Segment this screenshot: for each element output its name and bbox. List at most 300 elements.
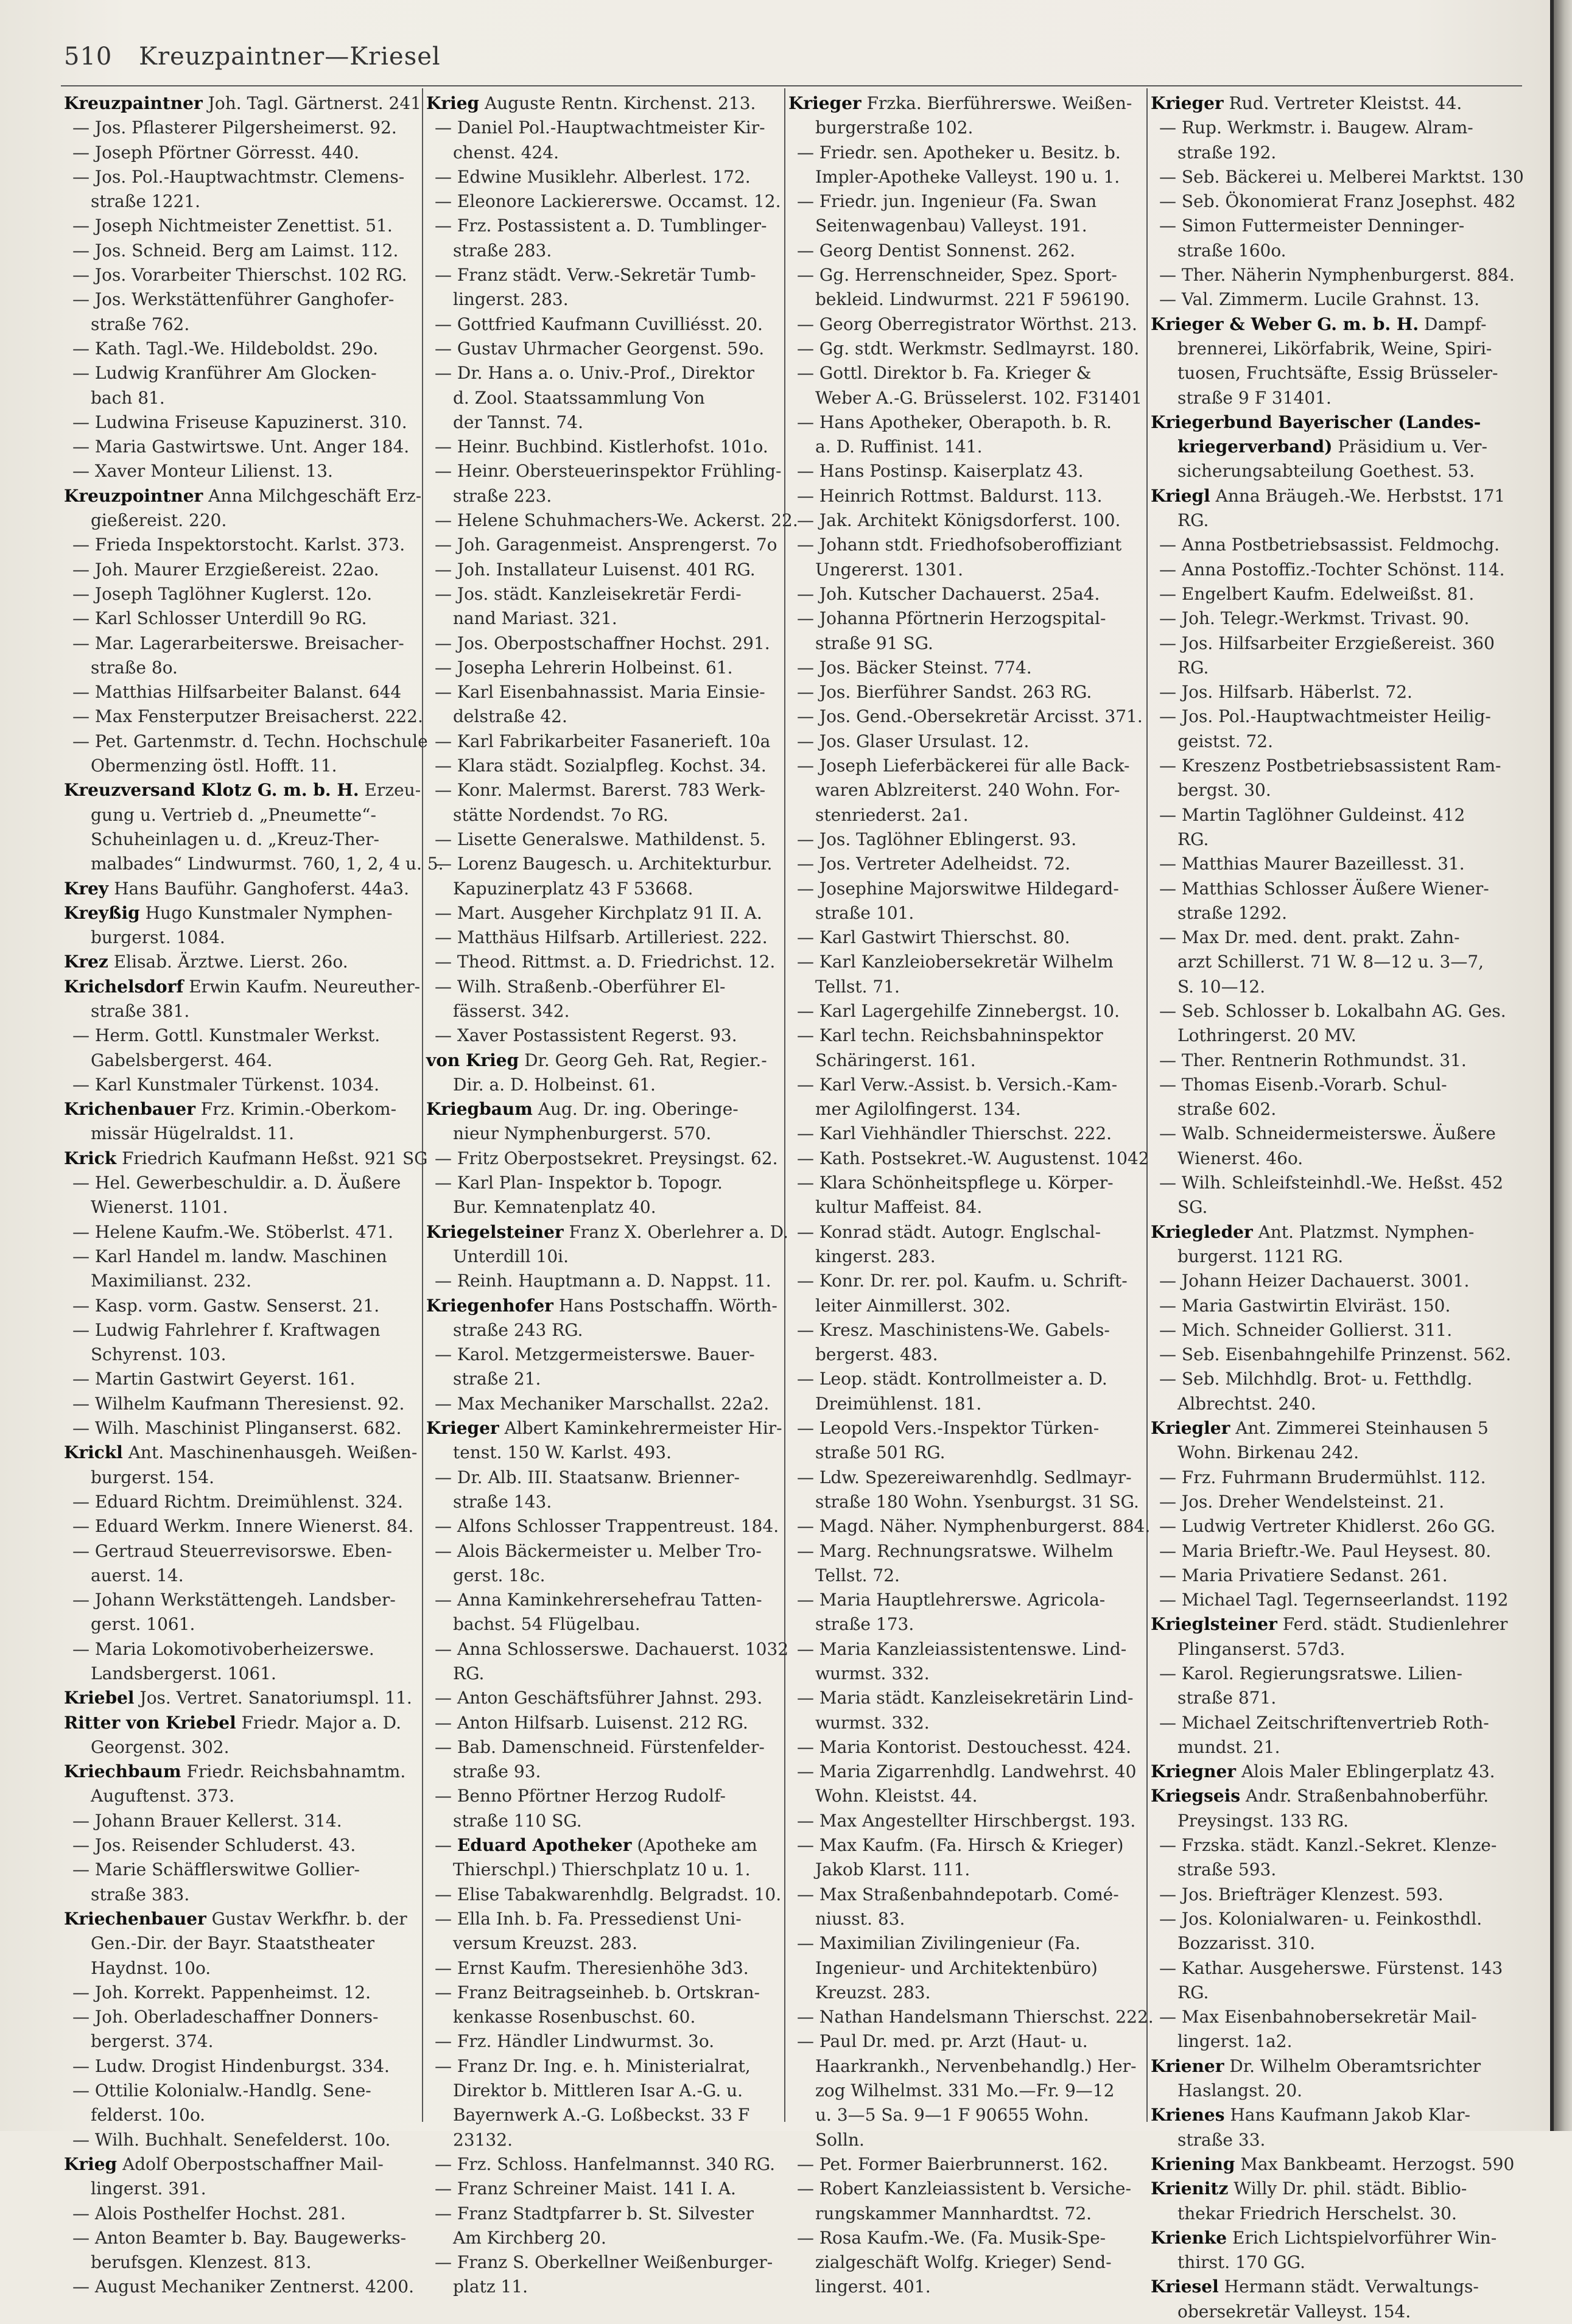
- entry-text: Ernst Kaufm. Theresienhöhe 3d3.: [457, 1957, 749, 1978]
- directory-entry-head: [1151, 1220, 1516, 1244]
- directory-entry-line: [64, 1416, 417, 1441]
- directory-entry-head: [426, 1097, 791, 1122]
- entry-text: Gg. Herrenschneider, Spez. Sport-: [819, 265, 1117, 286]
- entry-surname: Kriechbaum: [64, 1761, 181, 1782]
- directory-entry-line: [426, 484, 791, 508]
- directory-entry-line: [1151, 435, 1516, 459]
- entry-text: Frz. Fuhrmann Brudermühlst. 112.: [1181, 1467, 1486, 1487]
- directory-entry-line: [1151, 558, 1516, 582]
- directory-entry-line: [426, 116, 791, 140]
- directory-entry-line: [788, 2005, 1154, 2029]
- directory-entry-line: [1151, 877, 1516, 901]
- directory-entry-line: [788, 729, 1145, 754]
- entry-text: RG.: [1177, 510, 1209, 531]
- directory-entry-line: [426, 1686, 791, 1710]
- directory-entry-line: [788, 1907, 1145, 1931]
- directory-entry-line: [426, 337, 791, 361]
- entry-text: Jos. Reisender Schluderst. 43.: [94, 1835, 356, 1856]
- directory-entry-line: [426, 2275, 791, 2299]
- directory-entry-line: [788, 1539, 1145, 1564]
- entry-text: Josepha Lehrerin Holbeinst. 61.: [457, 657, 733, 678]
- directory-entry-head: [64, 1907, 417, 1931]
- directory-entry-line: [1151, 2202, 1516, 2226]
- directory-entry-line: [426, 1539, 791, 1564]
- directory-entry-line: [426, 1490, 791, 1514]
- directory-entry-line: [788, 1392, 1145, 1416]
- directory-entry-line: [1151, 1514, 1516, 1539]
- entry-text: Seitenwagenbau) Valleyst. 191.: [815, 216, 1087, 236]
- entry-text: Leopold Vers.-Inspektor Türken-: [819, 1418, 1100, 1439]
- entry-text: RG.: [1177, 829, 1209, 849]
- directory-entry-line: [1151, 729, 1516, 754]
- entry-text: burgerst. 154.: [91, 1467, 214, 1487]
- entry-text: Anton Hilfsarb. Luisenst. 212 RG.: [457, 1712, 748, 1733]
- directory-entry-line: [64, 1220, 417, 1244]
- directory-entry-line: [426, 459, 791, 483]
- directory-entry-line: [1151, 704, 1516, 729]
- directory-entry-line: [426, 803, 791, 827]
- entry-surname: Kriegseis: [1151, 1786, 1241, 1806]
- directory-entry-line: [788, 1220, 1145, 1244]
- entry-text: Friedr. Major a. D.: [236, 1712, 402, 1733]
- entry-text: Direktor b. Mittleren Isar A.-G. u.: [453, 2080, 743, 2101]
- directory-entry-line: [64, 116, 417, 140]
- entry-text: Jos. Kolonialwaren- u. Feinkosthdl.: [1181, 1908, 1483, 1929]
- directory-entry-line: [788, 680, 1145, 704]
- entry-surname: Krichelsdorf: [64, 976, 184, 997]
- entry-text: Joseph Lieferbäckerei für alle Back-: [819, 756, 1130, 776]
- entry-text: Edwine Musiklehr. Alberlest. 172.: [457, 166, 751, 187]
- directory-entry-line: [788, 1858, 1145, 1882]
- entry-text: Karl Lagergehilfe Zinnebergst. 10.: [819, 1000, 1120, 1021]
- directory-entry-head: [426, 1220, 791, 1244]
- directory-entry-line: [64, 680, 417, 704]
- entry-text: Karl Kanzleiobersekretär Wilhelm: [819, 952, 1114, 972]
- entry-text: Bur. Kemnatenplatz 40.: [453, 1197, 656, 1218]
- entry-text: Gen.-Dir. der Bayr. Staatstheater: [91, 1933, 375, 1954]
- directory-column-4: [1151, 91, 1524, 2322]
- directory-entry-line: [788, 2250, 1145, 2275]
- entry-text: obersekretär Valleyst. 154.: [1177, 2301, 1411, 2322]
- entry-text: Michael Tagl. Tegernseerlandst. 1192: [1181, 1590, 1509, 1610]
- entry-text: Karl Viehhändler Thierschst. 222.: [819, 1123, 1112, 1144]
- directory-entry-head: [426, 1294, 791, 1318]
- directory-entry-line: [1151, 1833, 1516, 1858]
- entry-text: Frz. Händler Lindwurmst. 3o.: [457, 2031, 715, 2052]
- directory-entry-head: [64, 1441, 417, 1465]
- entry-text: Friedr. sen. Apotheker u. Besitz. b.: [819, 142, 1121, 163]
- directory-entry-head: [64, 1686, 417, 1710]
- entry-text: burgerst. 1121 RG.: [1177, 1246, 1344, 1266]
- entry-surname: Kriegleder: [1151, 1221, 1253, 1242]
- directory-entry-line: [1151, 1318, 1516, 1343]
- entry-text: Johann Brauer Kellerst. 314.: [94, 1810, 342, 1831]
- directory-entry-line: [788, 484, 1145, 508]
- directory-entry-line: [788, 778, 1145, 802]
- entry-text: Am Kirchberg 20.: [453, 2227, 606, 2248]
- directory-entry-line: [426, 704, 791, 729]
- entry-text: Hans Postschaffn. Wörth-: [553, 1295, 777, 1316]
- directory-entry-line: [426, 165, 791, 189]
- directory-entry-line: [64, 999, 417, 1023]
- directory-entry-line: [64, 1612, 417, 1637]
- directory-entry-line: [426, 582, 791, 606]
- entry-text: Benno Pförtner Herzog Rudolf-: [457, 1786, 726, 1806]
- directory-entry-line: [426, 606, 791, 631]
- directory-entry-line: [426, 361, 791, 385]
- directory-entry-line: [788, 950, 1145, 974]
- directory-entry-line: [1151, 189, 1516, 214]
- entry-surname: Kriegner: [1151, 1761, 1237, 1782]
- entry-text: Albert Kaminkehrermeister Hir-: [499, 1418, 782, 1439]
- entry-text: Franz städt. Verw.-Sekretär Tumb-: [457, 265, 756, 286]
- entry-text: Jos. Oberpostschaffner Hochst. 291.: [457, 633, 770, 653]
- directory-entry-line: [426, 287, 791, 312]
- entry-text: Maria Privatiere Sedanst. 261.: [1181, 1565, 1448, 1585]
- entry-text: geistst. 72.: [1177, 731, 1274, 751]
- entry-surname: Krienke: [1151, 2227, 1227, 2248]
- directory-entry-line: [1151, 2005, 1516, 2029]
- directory-entry-head: [64, 877, 417, 901]
- directory-entry-line: [788, 1490, 1145, 1514]
- directory-entry-line: [788, 1122, 1145, 1146]
- directory-entry-line: [788, 582, 1145, 606]
- entry-text: Joh. Kutscher Dachauerst. 25a4.: [819, 583, 1100, 604]
- entry-text: stätte Nordendst. 7o RG.: [453, 804, 668, 825]
- directory-entry-line: [64, 2226, 417, 2250]
- entry-text: sicherungsabteilung Goethest. 53.: [1177, 461, 1475, 482]
- entry-text: Maximilianst. 232.: [91, 1271, 252, 1291]
- directory-entry-line: [64, 803, 417, 827]
- entry-text: Schuheinlagen u. d. „Kreuz-Ther-: [91, 829, 379, 849]
- entry-text: Wienerst. 46o.: [1177, 1148, 1304, 1168]
- directory-entry-line: [1151, 508, 1516, 533]
- entry-text: Preysingst. 133 RG.: [1177, 1810, 1349, 1831]
- entry-text: thekar Friedrich Herschelst. 30.: [1177, 2203, 1457, 2224]
- entry-text: Hermann städt. Verwaltungs-: [1218, 2277, 1479, 2297]
- directory-entry-head: [64, 2152, 417, 2177]
- entry-text: Ella Inh. b. Fa. Pressedienst Uni-: [457, 1908, 742, 1929]
- directory-entry-line: [1151, 1195, 1516, 1220]
- entry-text: Johann stdt. Friedhofsoberoffiziant: [819, 535, 1122, 555]
- entry-text: Theod. Rittmst. a. D. Friedrichst. 12.: [457, 952, 776, 972]
- entry-text: Kresz. Maschinistens-We. Gabels-: [819, 1319, 1110, 1340]
- entry-text: Ludwig Kranführer Am Glocken-: [94, 363, 377, 384]
- entry-text: Lisette Generalswe. Mathildenst. 5.: [457, 829, 766, 849]
- entry-text: straße 173.: [815, 1614, 914, 1635]
- entry-text: Alfons Schlosser Trappentreust. 184.: [457, 1516, 779, 1537]
- directory-entry-line: [1151, 141, 1516, 165]
- directory-entry-line: [64, 852, 444, 876]
- entry-text: Eleonore Lackiererswe. Occamst. 12.: [457, 191, 781, 212]
- entry-text: Georg Dentist Sonnenst. 262.: [819, 240, 1076, 261]
- entry-text: bekleid. Lindwurmst. 221 F 596190.: [815, 289, 1130, 310]
- entry-text: Franz Stadtpfarrer b. St. Silvester: [457, 2203, 754, 2224]
- entry-text: Dreimühlenst. 181.: [815, 1393, 982, 1414]
- directory-entry-line: [64, 1171, 417, 1195]
- entry-text: Tellst. 71.: [815, 976, 900, 997]
- entry-text: Jos. Pol.-Hauptwachtmeister Heilig-: [1181, 706, 1491, 727]
- entry-text: berufsgen. Klenzest. 813.: [91, 2252, 312, 2273]
- entry-surname: Krieger: [1151, 93, 1224, 113]
- directory-entry-line: [64, 533, 417, 557]
- entry-text: kingerst. 283.: [815, 1246, 936, 1266]
- directory-entry-head: [64, 975, 421, 999]
- directory-entry-line: [1151, 1294, 1516, 1318]
- entry-text: RG.: [1177, 1982, 1209, 2003]
- directory-entry-line: [64, 1073, 417, 1097]
- entry-text: nieur Nymphenburgerst. 570.: [453, 1123, 712, 1144]
- entry-text: Georgenst. 302.: [91, 1736, 230, 1757]
- directory-entry-line: [1151, 1539, 1516, 1564]
- directory-entry-line: [64, 656, 417, 680]
- directory-entry-line: [64, 754, 417, 778]
- entry-text: Lothringerst. 20 MV.: [1177, 1025, 1356, 1046]
- entry-text: Jos. Taglöhner Eblingerst. 93.: [819, 829, 1077, 849]
- page-range-title: Kreuzpaintner—Kriesel: [139, 43, 441, 71]
- entry-text: Willy Dr. phil. städt. Biblio-: [1228, 2178, 1467, 2199]
- entry-text: Simon Futtermeister Denninger-: [1181, 216, 1465, 236]
- entry-text: Friedr. Reichsbahnamtm.: [181, 1761, 406, 1782]
- directory-entry-line: [64, 1833, 417, 1858]
- directory-entry-line: [426, 239, 791, 263]
- directory-entry-line: [64, 704, 423, 729]
- entry-text: bergst. 30.: [1177, 780, 1271, 801]
- entry-text: Präsidium u. Ver-: [1332, 437, 1487, 457]
- entry-text: Johann Werkstättengeh. Landsber-: [94, 1590, 396, 1610]
- entry-text: Xaver Postassistent Regerst. 93.: [457, 1025, 737, 1046]
- directory-entry-line: [64, 410, 417, 435]
- entry-text: Maria Kontorist. Destouchesst. 424.: [819, 1736, 1132, 1757]
- directory-entry-line: [1151, 1441, 1516, 1465]
- entry-text: Mart. Ausgeher Kirchplatz 91 II. A.: [457, 902, 762, 923]
- entry-text: Frz. Schloss. Hanfelmannst. 340 RG.: [457, 2154, 775, 2174]
- directory-entry-line: [426, 1833, 791, 1858]
- directory-entry-head: [426, 1416, 791, 1441]
- entry-text: Jak. Architekt Königsdorferst. 100.: [819, 510, 1121, 531]
- directory-entry-line: [426, 2005, 791, 2029]
- entry-surname: Kreuzversand Klotz G. m. b. H.: [64, 780, 359, 801]
- directory-entry-line: [788, 2226, 1145, 2250]
- book-spine-line: [1550, 0, 1554, 2131]
- directory-entry-line: [426, 999, 791, 1023]
- entry-text: Ottilie Kolonialw.-Handlg. Sene-: [94, 2080, 371, 2101]
- entry-text: straße 871.: [1177, 1688, 1277, 1708]
- entry-text: straße 192.: [1177, 142, 1277, 163]
- entry-text: gung u. Vertrieb d. „Pneumette“-: [91, 804, 376, 825]
- directory-entry-line: [1151, 1023, 1516, 1048]
- directory-entry-line: [788, 1023, 1145, 1048]
- entry-text: nand Mariast. 321.: [453, 608, 617, 629]
- directory-entry-line: [64, 263, 417, 287]
- directory-entry-head: [788, 91, 1145, 116]
- entry-text: Maria Gastwirtswe. Unt. Anger 184.: [94, 437, 410, 457]
- entry-text: Ferd. städt. Studienlehrer: [1277, 1614, 1508, 1635]
- entry-text: Schyrenst. 103.: [91, 1344, 226, 1365]
- directory-entry-head: [1151, 1760, 1516, 1784]
- entry-text: Weber A.-G. Brüsselerst. 102. F31401: [815, 387, 1142, 408]
- directory-entry-line: [788, 754, 1145, 778]
- directory-entry-line: [64, 827, 417, 852]
- directory-entry-line: [64, 631, 417, 656]
- directory-entry-line: [1151, 680, 1516, 704]
- entry-text: der Tannst. 74.: [453, 412, 583, 432]
- entry-text: straße 243 RG.: [453, 1319, 583, 1340]
- entry-text: versum Kreuzst. 283.: [453, 1933, 638, 1954]
- entry-text: Jos. Hilfsarb. Häberlst. 72.: [1181, 682, 1412, 703]
- directory-entry-line: [64, 1244, 417, 1269]
- entry-text: Maria Kanzleiassistentenswe. Lind-: [819, 1638, 1127, 1659]
- directory-entry-line: [788, 2029, 1145, 2054]
- directory-entry-line: [1151, 754, 1516, 778]
- entry-text: Hans Kaufmann Jakob Klar-: [1224, 2105, 1470, 2126]
- directory-entry-line: [788, 852, 1145, 876]
- entry-text: Maria städt. Kanzleisekretärin Lind-: [819, 1688, 1134, 1708]
- entry-text: Jos. Vertret. Sanatoriumspl. 11.: [134, 1688, 412, 1708]
- directory-entry-line: [64, 558, 417, 582]
- entry-text: arzt Schillerst. 71 W. 8—12 u. 3—7,: [1177, 952, 1484, 972]
- directory-entry-line: [1151, 1490, 1516, 1514]
- entry-text: Marie Schäfflerswitwe Gollier-: [94, 1859, 360, 1880]
- directory-entry-line: [788, 337, 1145, 361]
- entry-text: Mar. Lagerarbeiterswe. Breisacher-: [94, 633, 404, 653]
- directory-entry-line: [426, 1343, 791, 1367]
- entry-text: Karl Gastwirt Thierschst. 80.: [819, 927, 1070, 948]
- entry-text: Ludw. Drogist Hindenburgst. 334.: [94, 2055, 390, 2076]
- directory-entry-line: [64, 1466, 417, 1490]
- directory-entry-line: [64, 2275, 417, 2299]
- directory-entry-line: [64, 1048, 417, 1073]
- entry-text: Max Bankbeamt. Herzogst. 590: [1235, 2154, 1515, 2174]
- entry-text: a. D. Ruffinist. 141.: [815, 437, 983, 457]
- entry-text: Eduard Richtm. Dreimühlenst. 324.: [94, 1491, 403, 1512]
- directory-entry-line: [788, 1048, 1145, 1073]
- entry-text: gerst. 18c.: [453, 1565, 546, 1585]
- entry-text: Reinh. Hauptmann a. D. Nappst. 11.: [457, 1271, 771, 1291]
- directory-entry-line: [788, 1146, 1149, 1171]
- directory-entry-line: [788, 1244, 1145, 1269]
- directory-entry-line: [64, 361, 417, 385]
- entry-text: Friedr. jun. Ingenieur (Fa. Swan: [819, 191, 1097, 212]
- directory-entry-line: [1151, 1686, 1516, 1710]
- entry-text: d. Zool. Staatssammlung Von: [453, 387, 705, 408]
- directory-entry-line: [426, 1809, 791, 1833]
- directory-entry-line: [1151, 950, 1516, 974]
- entry-surname: Kreuzpaintner: [64, 93, 203, 113]
- directory-entry-line: [426, 631, 791, 656]
- directory-entry-line: [64, 1809, 417, 1833]
- directory-entry-line: [788, 877, 1145, 901]
- directory-entry-line: [1151, 459, 1516, 483]
- entry-text: straße 8o.: [91, 657, 178, 678]
- directory-entry-line: [1151, 287, 1516, 312]
- entry-text: u. 3—5 Sa. 9—1 F 90655 Wohn.: [815, 2105, 1089, 2126]
- entry-text: Nathan Handelsmann Thierschst. 222.: [819, 2007, 1154, 2027]
- entry-text: Jos. Bierführer Sandst. 263 RG.: [819, 682, 1092, 703]
- entry-text: Walb. Schneidermeisterswe. Äußere: [1181, 1123, 1496, 1144]
- entry-text: Ludwina Friseuse Kapuzinerst. 310.: [94, 412, 407, 432]
- entry-text: Gustav Werkfhr. b. der: [206, 1908, 407, 1929]
- entry-text: Joh. Oberladeschaffner Donners-: [94, 2007, 379, 2027]
- directory-entry-head: [64, 1146, 428, 1171]
- entry-text: kenkasse Rosenbuschst. 60.: [453, 2007, 696, 2027]
- directory-entry-line: [788, 558, 1145, 582]
- directory-entry-line: [1151, 1809, 1516, 1833]
- entry-text: Alois Maler Eblingerplatz 43.: [1236, 1761, 1495, 1782]
- directory-entry-line: [1151, 901, 1516, 925]
- directory-entry-line: [1151, 1907, 1516, 1931]
- directory-entry-line: [788, 1564, 1145, 1588]
- entry-surname: Kriesel: [1151, 2277, 1219, 2297]
- directory-entry-head: [1151, 2152, 1516, 2177]
- directory-entry-line: [64, 1564, 417, 1588]
- entry-text: Jos. Schneid. Berg am Laimst. 112.: [94, 240, 399, 261]
- entry-text: Pet. Gartenmstr. d. Techn. Hochschule: [94, 731, 428, 751]
- entry-text: Ant. Maschinenhausgeh. Weißen-: [122, 1442, 418, 1463]
- entry-text: Erwin Kaufm. Neureuther-: [183, 976, 421, 997]
- directory-entry-line: [1151, 2128, 1516, 2152]
- directory-entry-line: [426, 1392, 791, 1416]
- directory-entry-line: [426, 680, 791, 704]
- entry-text: Wohn. Kleistst. 44.: [815, 1786, 978, 1806]
- directory-entry-head: [64, 1711, 417, 1735]
- entry-surname: kriegerverband): [1177, 437, 1333, 457]
- entry-text: straße 1221.: [91, 191, 201, 212]
- directory-entry-line: [426, 1858, 791, 1882]
- entry-text: Frieda Inspektorstocht. Karlst. 373.: [94, 535, 405, 555]
- directory-entry-line: [788, 2177, 1145, 2201]
- entry-text: Robert Kanzleiassistent b. Versiche-: [819, 2178, 1131, 2199]
- directory-entry-line: [788, 239, 1145, 263]
- entry-text: Jakob Klarst. 111.: [815, 1859, 970, 1880]
- directory-entry-head: [1151, 312, 1516, 337]
- entry-text: Seb. Bäckerei u. Melberei Marktst. 130: [1181, 166, 1524, 187]
- entry-text: Haydnst. 10o.: [91, 1957, 211, 1978]
- directory-entry-line: [426, 2202, 791, 2226]
- directory-entry-line: [1151, 1048, 1516, 1073]
- entry-surname: Krey: [64, 878, 109, 899]
- entry-text: platz 11.: [453, 2277, 528, 2297]
- entry-text: Michael Zeitschriftenvertrieb Roth-: [1181, 1712, 1489, 1733]
- directory-entry-line: [1151, 533, 1516, 557]
- directory-entry-line: [426, 1367, 791, 1391]
- directory-entry-line: [788, 508, 1145, 533]
- directory-column-1: [64, 91, 444, 2297]
- directory-entry-head: [426, 91, 791, 116]
- entry-text: straße 283.: [453, 240, 552, 261]
- entry-text: straße 501 RG.: [815, 1442, 946, 1463]
- entry-text: Konr. Dr. rer. pol. Kaufm. u. Schrift-: [819, 1271, 1128, 1291]
- entry-text: Frz. Postassistent a. D. Tumblinger-: [457, 216, 767, 236]
- entry-text: Kasp. vorm. Gastw. Senserst. 21.: [94, 1295, 380, 1316]
- entry-text: Klara Schönheitspflege u. Körper-: [819, 1173, 1114, 1193]
- directory-entry-line: [426, 1195, 791, 1220]
- entry-text: Karol. Metzgermeisterswe. Bauer-: [457, 1344, 755, 1365]
- entry-text: straße 101.: [815, 902, 914, 923]
- directory-entry-line: [64, 1637, 417, 1662]
- entry-text: zialgeschäft Wolfg. Krieger) Send-: [815, 2252, 1112, 2273]
- directory-entry-line: [788, 1931, 1145, 1956]
- entry-text: Karol. Regierungsratswe. Lilien-: [1181, 1663, 1462, 1683]
- entry-text: Alois Bäckermeister u. Melber Tro-: [457, 1540, 762, 1561]
- directory-entry-line: [1151, 1122, 1516, 1146]
- entry-text: auerst. 14.: [91, 1565, 184, 1585]
- directory-entry-line: [426, 1956, 791, 1981]
- directory-entry-line: [1151, 2250, 1516, 2275]
- directory-entry-line: [1151, 1956, 1516, 1981]
- entry-text: Ther. Näherin Nymphenburgerst. 884.: [1181, 265, 1515, 286]
- entry-text: Klara städt. Sozialpfleg. Kochst. 34.: [457, 756, 767, 776]
